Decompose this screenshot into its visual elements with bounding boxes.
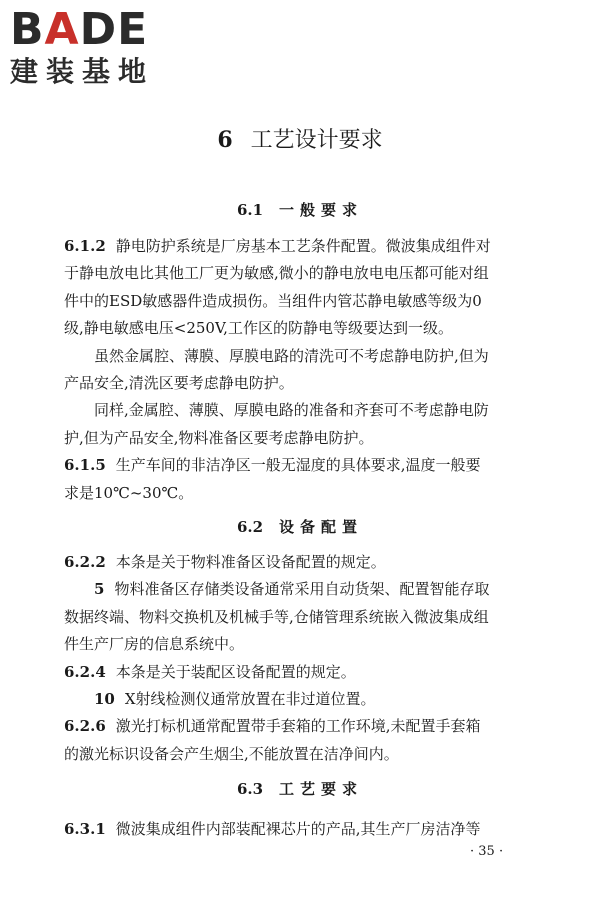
paragraph-line: 护,但为产品安全,物料准备区要考虑静电防护。 [64,428,374,447]
paragraph-line: 同样,金属腔、薄膜、厚膜电路的准备和齐套可不考虑静电防 [94,401,489,420]
paragraph-line: 求是10℃~30℃。 [64,483,194,502]
paragraph-line: 产品安全,清洗区要考虑静电防护。 [64,373,294,392]
paragraph-line: 虽然金属腔、薄膜、厚膜电路的清洗可不考虑静电防护,但为 [94,346,489,365]
clause-number: 6.2.2 [64,553,106,571]
clause-text: 本条是关于物料准备区设备配置的规定。 [115,553,386,571]
logo-accent-letter: A [44,4,80,55]
clause-text: 生产车间的非洁净区一般无湿度的具体要求,温度一般要 [115,456,481,475]
clause-number: 6.1.5 [64,456,106,475]
section-title: 工艺要求 [279,780,364,798]
paragraph-line [64,576,534,603]
clause-text: 激光打标机通常配置带手套箱的工作环境,未配置手套箱 [115,717,481,736]
paragraph-line: 的激光标识设备会产生烟尘,不能放置在洁净间内。 [64,744,399,763]
item-number: 5 [94,580,105,599]
logo [10,6,180,88]
paragraph-line: 于静电放电比其他工厂更为敏感,微小的静电放电电压都可能对组 [64,264,489,283]
paragraph-line [64,686,534,713]
paragraph-line [64,659,534,686]
logo-letters-end: DE [79,4,149,55]
clause-text: 静电防护系统是厂房基本工艺条件配置。微波集成组件对 [115,237,491,255]
section-number: 6.3 [236,780,264,798]
clause-number: 6.1.2 [64,237,106,255]
paragraph-line [64,452,534,479]
item-text: X射线检测仪通常放置在非过道位置。 [124,689,376,708]
section-title: 一般要求 [279,201,364,219]
section-number: 6.2 [236,518,264,536]
paragraph-line [64,549,534,576]
section-6-3-body [64,816,534,843]
logo-letters: B [10,4,45,55]
section-title: 设备配置 [279,518,364,536]
item-text: 物料准备区存储类设备通常采用自动货架、配置智能存取 [114,580,490,599]
paragraph-line [64,233,534,260]
clause-number: 6.2.4 [64,662,106,681]
logo-subtitle: 建装基地 [10,55,155,88]
item-number: 10 [94,689,115,708]
section-heading-6-3 [0,777,600,801]
paragraph-line: 数据终端、物料交换机及机械手等,仓储管理系统嵌入微波集成组 [64,607,489,626]
chapter-title: 工艺设计要求 [250,128,383,153]
paragraph-line: 级,静电敏感电压<250V,工作区的防静电等级要达到一级。 [64,319,453,338]
paragraph-line [64,713,534,740]
clause-number: 6.2.6 [64,717,106,736]
clause-number: 6.3.1 [64,820,106,838]
paragraph-line: 件生产厂房的信息系统中。 [64,635,245,654]
section-heading-6-2 [0,515,600,539]
section-number: 6.1 [236,201,264,219]
paragraph-line [64,816,534,843]
clause-text: 微波集成组件内部装配裸芯片的产品,其生产厂房洁净等 [115,820,481,838]
chapter-heading [0,124,600,157]
paragraph-line: 件中的ESD敏感器件造成损伤。当组件内管芯静电敏感等级为0 [64,291,482,310]
section-heading-6-1 [0,198,600,222]
logo-wordmark [10,6,180,54]
page-number: · 35 · [470,844,504,859]
clause-text: 本条是关于装配区设备配置的规定。 [115,662,356,681]
chapter-number: 6 [217,127,233,153]
section-6-1-body [64,233,534,507]
section-6-2-body [64,549,534,768]
